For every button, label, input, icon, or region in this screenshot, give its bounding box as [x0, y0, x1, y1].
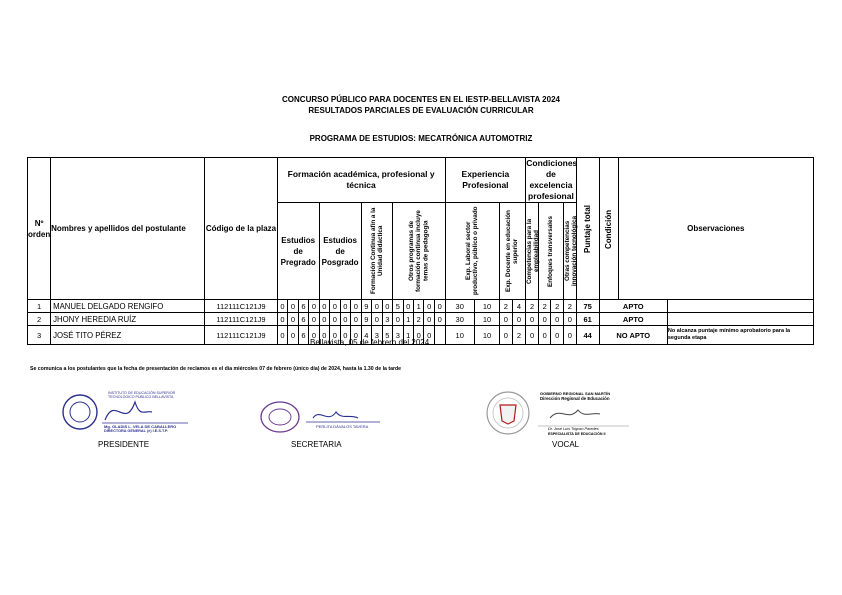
score-cell: 0 — [340, 313, 350, 326]
score-cell: 2 — [512, 326, 526, 345]
score-cell: 0 — [288, 326, 298, 345]
score-cell: 1 — [414, 300, 424, 313]
group-formacion: Formación académica, profesional y técnica — [277, 158, 445, 203]
score-cell: 0 — [551, 326, 564, 345]
v-enfoques: Enfoques transversales — [538, 203, 563, 300]
score-cell: 0 — [551, 313, 564, 326]
row-code: 112111C121J9 — [205, 326, 277, 345]
row-code: 112111C121J9 — [205, 313, 277, 326]
row-condicion: APTO — [599, 300, 667, 313]
row-condicion: APTO — [599, 313, 667, 326]
score-cell: 0 — [434, 300, 445, 313]
score-cell: 3 — [372, 326, 382, 345]
score-cell: 0 — [319, 300, 329, 313]
vocal-stamp-org: GOBIERNO REGIONAL SAN MARTÍN — [540, 391, 611, 396]
score-cell: 4 — [361, 326, 371, 345]
score-cell: 0 — [340, 300, 350, 313]
v-formacion-continua: Formación Continua afín a la Unidad didáctica — [361, 203, 392, 300]
row-puntaje: 75 — [576, 300, 599, 313]
score-cell: 0 — [526, 326, 539, 345]
presidente-stamp-inst: INSTITUTO DE EDUCACIÓN SUPERIOR TECNOLÓGICO PÚBLICO BELLAVISTA — [108, 391, 176, 399]
score-cell: 10 — [474, 326, 499, 345]
score-cell: 0 — [277, 326, 287, 345]
row-observaciones — [667, 300, 813, 313]
score-cell: 10 — [474, 313, 499, 326]
score-cell: 6 — [298, 326, 308, 345]
score-cell: 0 — [288, 300, 298, 313]
row-observaciones — [667, 313, 813, 326]
score-cell: 0 — [351, 326, 361, 345]
score-cell: 0 — [403, 300, 413, 313]
sub-pregrado: Estudios de Pregrado — [277, 203, 319, 300]
score-cell: 0 — [500, 313, 513, 326]
v-exp-laboral: Exp. Laboral sector productivo, público o privado — [445, 203, 500, 300]
col-name-header: Nombres y apellidos del postulante — [51, 158, 205, 300]
row-puntaje: 44 — [576, 326, 599, 345]
score-cell: 6 — [298, 313, 308, 326]
presidente-stamp-title: DIRECTORA GENERAL (e) I.E.S.T.P. — [104, 429, 168, 433]
secretaria-stamp-name: PERLITA DÁVALOS TAVERA — [316, 424, 369, 429]
score-cell: 5 — [382, 326, 392, 345]
col-order-header: Nº orden — [28, 158, 51, 300]
score-cell: 0 — [393, 313, 403, 326]
role-secretaria: SECRETARIA — [291, 440, 342, 449]
score-cell: 0 — [512, 313, 526, 326]
vocal-stamp-dir: Dirección Regional de Educación — [540, 396, 610, 401]
score-cell: 0 — [434, 313, 445, 326]
v-otras-competencias: Otras competencias innovación tecnológica — [564, 203, 577, 300]
score-cell: 0 — [538, 326, 551, 345]
score-cell: 0 — [526, 313, 539, 326]
score-cell: 0 — [424, 313, 434, 326]
claims-notice: Se comunica a los postulantes que la fecha de presentación de reclamos es el día miércoles 07 de febrero (único día) de 2024, hasta la 1.30 de la tarde — [30, 366, 402, 372]
score-cell: 0 — [538, 313, 551, 326]
score-cell: 2 — [526, 300, 539, 313]
table-row — [28, 313, 814, 326]
role-vocal: VOCAL — [552, 440, 580, 449]
row-code: 112111C121J9 — [205, 300, 277, 313]
doc-subtitle: RESULTADOS PARCIALES DE EVALUACIÓN CURRICULAR — [308, 106, 534, 115]
col-code-header: Código de la plaza — [205, 158, 277, 300]
score-cell: 1 — [403, 326, 413, 345]
score-cell: 0 — [330, 326, 340, 345]
row-observaciones: No alcanza puntaje mínimo aprobatorio para la segunda etapa — [667, 326, 813, 345]
score-cell: 3 — [382, 313, 392, 326]
v-competencias: Competencias para la empleabilidad — [526, 203, 539, 300]
score-cell: 2 — [538, 300, 551, 313]
v-otros-programas: Otros programas de formación continua incluye temas de pedagogía — [393, 203, 446, 300]
secretaria-stamp — [258, 400, 383, 435]
score-cell: 1 — [403, 313, 413, 326]
score-cell: 4 — [512, 300, 526, 313]
row-order: 3 — [28, 326, 51, 345]
score-cell: 0 — [382, 300, 392, 313]
score-cell: 0 — [564, 313, 577, 326]
score-cell: 0 — [500, 326, 513, 345]
score-cell: 9 — [361, 313, 371, 326]
score-cell: 0 — [277, 313, 287, 326]
row-condicion: NO APTO — [599, 326, 667, 345]
score-cell: 0 — [424, 300, 434, 313]
score-cell: 0 — [414, 326, 424, 345]
header-row-1 — [28, 158, 814, 203]
score-cell: 0 — [330, 313, 340, 326]
col-puntaje-header: Puntaje total — [576, 158, 599, 300]
col-observaciones-header: Observaciones — [618, 158, 813, 300]
program-title: PROGRAMA DE ESTUDIOS: MECATRÓNICA AUTOMOTRIZ — [309, 134, 533, 143]
score-cell: 0 — [288, 313, 298, 326]
score-cell: 0 — [372, 300, 382, 313]
role-presidente: PRESIDENTE — [98, 440, 150, 449]
group-condiciones: Condiciones de excelencia profesional — [526, 158, 578, 201]
row-name: JOSÉ TITO PÉREZ — [51, 326, 205, 345]
score-cell: 0 — [277, 300, 287, 313]
score-cell — [434, 326, 445, 345]
score-cell: 10 — [474, 300, 499, 313]
score-cell: 0 — [564, 326, 577, 345]
sub-posgrado: Estudios de Posgrado — [319, 203, 361, 300]
row-puntaje: 61 — [576, 313, 599, 326]
score-cell: 0 — [309, 313, 319, 326]
score-cell: 0 — [372, 313, 382, 326]
row-name: MANUEL DELGADO RENGIFO — [51, 300, 205, 313]
score-cell: 0 — [340, 326, 350, 345]
results-table — [27, 157, 814, 345]
row-order: 2 — [28, 313, 51, 326]
row-name: JHONY HEREDIA RUÍZ — [51, 313, 205, 326]
score-cell: 2 — [414, 313, 424, 326]
secretaria-seal-icon — [258, 400, 383, 435]
score-cell: 0 — [319, 326, 329, 345]
score-cell: 5 — [393, 300, 403, 313]
presidente-stamp-name: Mg. GLADIS L. VELA DE CABALLERO — [104, 424, 177, 429]
score-cell: 0 — [424, 326, 434, 345]
score-cell: 0 — [330, 300, 340, 313]
row-order: 1 — [28, 300, 51, 313]
group-experiencia: Experiencia Profesional — [445, 158, 526, 203]
table-row — [28, 300, 814, 313]
vocal-stamp-title: ESPECIALISTA DE EDUCACIÓN II — [548, 432, 606, 436]
score-cell: 3 — [393, 326, 403, 345]
col-condicion-header: Condición — [599, 158, 618, 300]
score-cell: 9 — [361, 300, 371, 313]
v-exp-docente: Exp. Docente en educación superior — [500, 203, 526, 300]
place-date: Bellavista, 05 de febrero del 2024 — [310, 338, 430, 347]
score-cell: 6 — [298, 300, 308, 313]
score-cell: 0 — [351, 300, 361, 313]
score-cell: 2 — [551, 300, 564, 313]
vocal-stamp-name: Dr. José Luis Trigoso Paredes — [548, 427, 599, 431]
score-cell: 30 — [445, 300, 474, 313]
score-cell: 0 — [309, 300, 319, 313]
score-cell: 10 — [445, 326, 474, 345]
score-cell: 30 — [445, 313, 474, 326]
score-cell: 0 — [351, 313, 361, 326]
score-cell: 0 — [319, 313, 329, 326]
presidente-stamp — [60, 390, 190, 435]
doc-title: CONCURSO PÚBLICO PARA DOCENTES EN EL IESTP-BELLAVISTA 2024 — [282, 95, 560, 104]
score-cell: 2 — [564, 300, 577, 313]
vocal-stamp — [486, 388, 631, 440]
score-cell: 0 — [309, 326, 319, 345]
score-cell: 2 — [500, 300, 513, 313]
